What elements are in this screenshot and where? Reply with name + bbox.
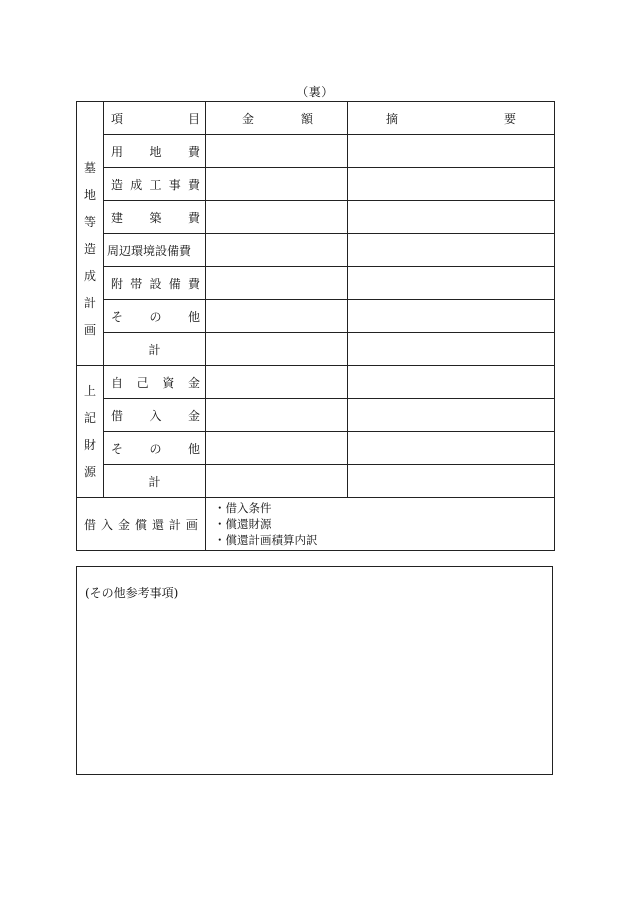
repayment-details[interactable]	[206, 498, 555, 551]
summary-cell[interactable]	[348, 432, 555, 465]
summary-cell[interactable]	[348, 201, 555, 234]
row-label: 附 帯 設 備 費	[104, 267, 206, 300]
construction-plan-label: 墓 地 等 造 成 計 画	[77, 102, 104, 366]
summary-cell[interactable]	[348, 399, 555, 432]
bullet-item: ・ 償還財源	[214, 516, 554, 532]
amount-cell[interactable]	[206, 300, 348, 333]
table-row	[77, 168, 555, 201]
amount-cell[interactable]	[206, 366, 348, 399]
summary-cell[interactable]	[348, 366, 555, 399]
funding-label: 上 記 財 源	[77, 366, 104, 498]
bullet-item: ・ 借入条件	[214, 500, 554, 516]
table-row	[77, 366, 555, 399]
amount-cell[interactable]	[206, 267, 348, 300]
header-row	[77, 102, 555, 135]
summary-cell[interactable]	[348, 234, 555, 267]
summary-cell[interactable]	[348, 300, 555, 333]
amount-cell[interactable]	[206, 333, 348, 366]
header-amount: 金 額	[206, 102, 348, 135]
row-label: 自 己 資 金	[104, 366, 206, 399]
total-row	[77, 333, 555, 366]
repayment-bullet-list	[206, 498, 554, 550]
plan-table	[76, 101, 555, 551]
row-label: 周辺環境設備費	[104, 234, 206, 267]
amount-cell[interactable]	[206, 135, 348, 168]
amount-cell[interactable]	[206, 168, 348, 201]
repayment-row	[77, 498, 555, 551]
amount-cell[interactable]	[206, 234, 348, 267]
summary-cell[interactable]	[348, 465, 555, 498]
total-label: 計	[104, 465, 206, 498]
row-label: そ の 他	[104, 300, 206, 333]
amount-cell[interactable]	[206, 432, 348, 465]
table-row	[77, 300, 555, 333]
total-row	[77, 465, 555, 498]
table-row	[77, 399, 555, 432]
summary-cell[interactable]	[348, 135, 555, 168]
repayment-plan-label: 借 入 金 償 還 計 画	[77, 498, 206, 551]
table-row	[77, 135, 555, 168]
amount-cell[interactable]	[206, 465, 348, 498]
table-row	[77, 201, 555, 234]
row-label: 借 入 金	[104, 399, 206, 432]
total-label: 計	[104, 333, 206, 366]
amount-cell[interactable]	[206, 201, 348, 234]
table-row	[77, 432, 555, 465]
table-row	[77, 267, 555, 300]
bullet-item: ・ 償還計画積算内訳	[214, 532, 554, 548]
row-label: 用 地 費	[104, 135, 206, 168]
header-summary: 摘 要	[348, 102, 555, 135]
summary-cell[interactable]	[348, 168, 555, 201]
row-label: そ の 他	[104, 432, 206, 465]
row-label: 建 築 費	[104, 201, 206, 234]
page-heading: （裏）	[296, 85, 334, 99]
summary-cell[interactable]	[348, 267, 555, 300]
header-item: 項 目	[104, 102, 206, 135]
notes-box[interactable]	[76, 566, 553, 775]
row-label: 造 成 工 事 費	[104, 168, 206, 201]
amount-cell[interactable]	[206, 399, 348, 432]
summary-cell[interactable]	[348, 333, 555, 366]
table-row	[77, 234, 555, 267]
notes-title: (その他参考事項)	[85, 586, 179, 600]
